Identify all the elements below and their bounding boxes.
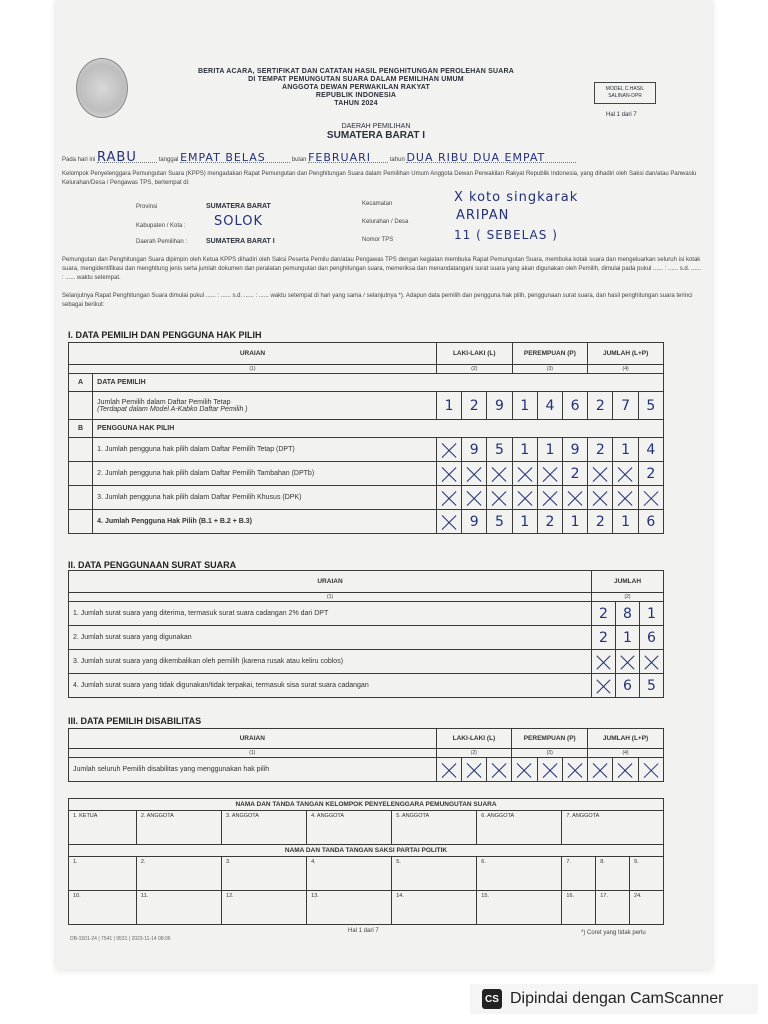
col-header: PEREMPUAN (P) bbox=[512, 729, 588, 749]
row-label: 2. Jumlah pengguna hak pilih dalam Daftar Pemilih Tambahan (DPTb) bbox=[93, 462, 437, 486]
digit-box: 1 bbox=[537, 438, 562, 462]
digit-box: 4 bbox=[537, 392, 562, 420]
signature-cell: 24. bbox=[630, 891, 664, 925]
crossed-box bbox=[588, 462, 613, 486]
digit-box: 6 bbox=[563, 392, 588, 420]
counting-paragraph: Selanjutnya Rapat Penghitungan Suara dimulai pukul ...... : ...... s.d. ...... : ...... waktu setempat di hari yang sama / selanjutnya *). Adapun data pemilih dan pengguna hak pilih, penggunaan surat suara, dan hasil penghitungan suara terinci sebagai berikut: bbox=[62, 293, 693, 308]
signature-cell: 6. ANGGOTA bbox=[477, 811, 562, 845]
footer-page: Hal 1 dari 7 bbox=[348, 928, 379, 934]
voter-data-table bbox=[68, 342, 664, 534]
col-number: (1) bbox=[69, 365, 437, 374]
footer-code: DB-1501-24 | 7541 | 9531 | 2023-11-14 08:06 bbox=[70, 936, 171, 942]
document-page bbox=[56, 0, 712, 970]
digit-box: 1 bbox=[616, 626, 640, 650]
digit-box: 1 bbox=[613, 510, 638, 534]
crossed-box bbox=[563, 486, 588, 510]
provinsi-label: Provinsi bbox=[136, 204, 158, 210]
digit-box: 2 bbox=[462, 392, 487, 420]
signature-cell: 3. bbox=[222, 857, 307, 891]
camscanner-watermark bbox=[470, 984, 758, 1014]
col-number: (2) bbox=[436, 365, 512, 374]
signature-cell: 16. bbox=[562, 891, 596, 925]
digit-box: 1 bbox=[512, 510, 537, 534]
signature-cell: 7. bbox=[562, 857, 596, 891]
kabupaten-value: SOLOK bbox=[214, 214, 264, 229]
digit-box: 1 bbox=[512, 392, 537, 420]
crossed-box bbox=[487, 486, 512, 510]
digit-box: 9 bbox=[487, 392, 512, 420]
col-number: (2) bbox=[436, 749, 512, 758]
signature-cell: 2. ANGGOTA bbox=[136, 811, 221, 845]
digit-box: 2 bbox=[638, 462, 663, 486]
row-title: DATA PEMILIH bbox=[93, 374, 664, 392]
ballot-usage-table bbox=[68, 570, 664, 698]
crossed-box bbox=[537, 758, 562, 782]
row-label: 2. Jumlah surat suara yang digunakan bbox=[69, 626, 592, 650]
crossed-box bbox=[537, 462, 562, 486]
signature-cell: 17. bbox=[596, 891, 630, 925]
signature-cell: 13. bbox=[307, 891, 392, 925]
digit-box: 1 bbox=[613, 438, 638, 462]
kelurahan-label: Kelurahan / Desa bbox=[362, 219, 409, 225]
daerah-pemilihan bbox=[306, 122, 446, 140]
digit-box: 2 bbox=[592, 602, 616, 626]
col-number: (3) bbox=[512, 749, 588, 758]
col-header: URAIAN bbox=[69, 729, 437, 749]
table-row bbox=[69, 392, 664, 420]
crossed-box bbox=[461, 758, 486, 782]
table-row bbox=[69, 602, 664, 626]
kecamatan-value: X koto singkarak bbox=[454, 190, 579, 205]
crossed-box bbox=[436, 758, 461, 782]
digit-box: 1 bbox=[512, 438, 537, 462]
table-row bbox=[69, 462, 664, 486]
digit-box: 2 bbox=[592, 626, 616, 650]
digit-box: 7 bbox=[613, 392, 638, 420]
section-title: I. DATA PEMILIH DAN PENGGUNA HAK PILIH bbox=[68, 330, 262, 340]
crossed-box bbox=[616, 650, 640, 674]
tps-value: 11 ( SEBELAS ) bbox=[454, 228, 558, 242]
intro-line bbox=[62, 150, 662, 165]
row-label: 1. Jumlah surat suara yang diterima, termasuk surat suara cadangan 2% dari DPT bbox=[69, 602, 592, 626]
table-row bbox=[69, 626, 664, 650]
month-value: FEBRUARI bbox=[308, 153, 388, 163]
model-box: MODEL C.HASIL SALINAN-DPR bbox=[594, 82, 656, 104]
digit-box: 9 bbox=[563, 438, 588, 462]
crossed-box bbox=[436, 438, 461, 462]
signature-cell: 6. bbox=[477, 857, 562, 891]
row-letter: A bbox=[69, 374, 93, 392]
disability-table bbox=[68, 728, 664, 782]
signature-cell: 14. bbox=[392, 891, 477, 925]
section-title: III. DATA PEMILIH DISABILITAS bbox=[68, 716, 202, 726]
signature-cell: 4. ANGGOTA bbox=[307, 811, 392, 845]
row-label: Jumlah Pemilih dalam Daftar Pemilih Tetap bbox=[97, 398, 231, 406]
crossed-box bbox=[613, 462, 638, 486]
intro-label: bulan bbox=[291, 157, 307, 163]
digit-box: 2 bbox=[537, 510, 562, 534]
digit-box: 2 bbox=[588, 510, 613, 534]
table-row bbox=[69, 758, 664, 782]
signature-cell: 1. bbox=[69, 857, 137, 891]
crossed-box bbox=[592, 674, 616, 698]
crossed-box bbox=[638, 486, 663, 510]
digit-box: 2 bbox=[588, 438, 613, 462]
col-header: URAIAN bbox=[69, 343, 437, 365]
crossed-box bbox=[487, 462, 512, 486]
signature-cell: 5. ANGGOTA bbox=[392, 811, 477, 845]
col-number: (2) bbox=[592, 593, 664, 602]
year-value: DUA RIBU DUA EMPAT bbox=[406, 153, 576, 163]
crossed-box bbox=[512, 758, 537, 782]
digit-box: 6 bbox=[640, 626, 664, 650]
provinsi-value: SUMATERA BARAT bbox=[206, 203, 271, 210]
row-label: Jumlah seluruh Pemilih disabilitas yang menggunakan hak pilih bbox=[69, 758, 437, 782]
table-row bbox=[69, 510, 664, 534]
crossed-box bbox=[436, 510, 461, 534]
table-row bbox=[69, 486, 664, 510]
digit-box: 6 bbox=[638, 510, 663, 534]
intro-label: tahun bbox=[389, 157, 405, 163]
header-line: TAHUN 2024 bbox=[334, 100, 378, 107]
digit-box: 2 bbox=[588, 392, 613, 420]
crossed-box bbox=[436, 462, 461, 486]
saksi-title: NAMA DAN TANDA TANGAN SAKSI PARTAI POLITIK bbox=[69, 845, 664, 857]
col-number: (4) bbox=[588, 749, 664, 758]
signature-table bbox=[68, 798, 664, 925]
daerah-value: SUMATERA BARAT I bbox=[206, 238, 275, 245]
table-row bbox=[69, 438, 664, 462]
crossed-box bbox=[613, 758, 638, 782]
col-number: (1) bbox=[69, 593, 592, 602]
crossed-box bbox=[613, 486, 638, 510]
crossed-box bbox=[487, 758, 512, 782]
digit-box: 1 bbox=[436, 392, 461, 420]
table-row bbox=[69, 674, 664, 698]
digit-box: 5 bbox=[487, 438, 512, 462]
daerah-label: Daerah Pemilihan : bbox=[136, 239, 188, 245]
signature-cell: 8. bbox=[596, 857, 630, 891]
crossed-box bbox=[537, 486, 562, 510]
digit-box: 8 bbox=[616, 602, 640, 626]
col-header: URAIAN bbox=[69, 571, 592, 593]
col-header: LAKI-LAKI (L) bbox=[436, 729, 512, 749]
kpps-title: NAMA DAN TANDA TANGAN KELOMPOK PENYELENGGARA PEMUNGUTAN SUARA bbox=[69, 799, 664, 811]
signature-cell: 15. bbox=[477, 891, 562, 925]
digit-box: 4 bbox=[638, 438, 663, 462]
header-line: ANGGOTA DEWAN PERWAKILAN RAKYAT bbox=[281, 84, 431, 91]
dp-value: SUMATERA BARAT I bbox=[326, 130, 426, 141]
signature-cell: 11. bbox=[136, 891, 221, 925]
digit-box: 1 bbox=[563, 510, 588, 534]
row-label: 1. Jumlah pengguna hak pilih dalam Daftar Pemilih Tetap (DPT) bbox=[93, 438, 437, 462]
crossed-box bbox=[592, 650, 616, 674]
signature-cell: 5. bbox=[392, 857, 477, 891]
crossed-box bbox=[436, 486, 461, 510]
camscanner-icon: CS bbox=[482, 989, 502, 1009]
col-number: (1) bbox=[69, 749, 437, 758]
header-line: DI TEMPAT PEMUNGUTAN SUARA DALAM PEMILIHAN UMUM bbox=[248, 76, 464, 83]
emblem-logo bbox=[76, 58, 128, 118]
day-value: RABU bbox=[97, 153, 157, 163]
row-label: 3. Jumlah surat suara yang dikembalikan oleh pemilih (karena rusak atau keliru coblos) bbox=[69, 650, 592, 674]
digit-box: 9 bbox=[462, 510, 487, 534]
crossed-box bbox=[512, 462, 537, 486]
col-header: JUMLAH bbox=[592, 571, 664, 593]
digit-box: 2 bbox=[563, 462, 588, 486]
col-number: (3) bbox=[512, 365, 588, 374]
row-label: 4. Jumlah surat suara yang tidak digunakan/tidak terpakai, termasuk sisa surat suara cadangan bbox=[69, 674, 592, 698]
digit-box: 5 bbox=[487, 510, 512, 534]
crossed-box bbox=[562, 758, 587, 782]
crossed-box bbox=[512, 486, 537, 510]
signature-cell: 10. bbox=[69, 891, 137, 925]
crossed-box bbox=[638, 758, 663, 782]
intro-label: tanggal bbox=[158, 157, 179, 163]
footer-note: *) Coret yang tidak perlu bbox=[581, 930, 646, 936]
header-line: REPUBLIK INDONESIA bbox=[315, 92, 397, 99]
row-letter: B bbox=[69, 420, 93, 438]
header-line: BERITA ACARA, SERTIFIKAT DAN CATATAN HASIL PENGHITUNGAN PEROLEHAN SUARA bbox=[197, 68, 515, 75]
col-header: PEREMPUAN (P) bbox=[512, 343, 588, 365]
table-row bbox=[69, 650, 664, 674]
signature-cell: 4. bbox=[307, 857, 392, 891]
procedure-paragraph: Pemungutan dan Penghitungan Suara dipimpin oleh Ketua KPPS dihadiri oleh Saksi Peserta Pemilu dan/atau Pengawas TPS dengan kegiatan membuka Rapat Pemungutan Suara, membuka kotak suara dan mengeluarkan seluruh isi kotak suara, mengidentifikasi dan menghitung jenis serta jumlah dokumen dan peralatan pemungutan dan penghitungan suara, memeriksa dan menandatangani surat suara yang akan digunakan oleh Pemilih, dimulai pada pukul ...... : ...... s.d. ...... : ...... waktu setempat. bbox=[62, 257, 702, 281]
document-header bbox=[166, 68, 546, 108]
row-label: 3. Jumlah pengguna hak pilih dalam Daftar Pemilih Khusus (DPK) bbox=[93, 486, 437, 510]
kelurahan-value: ARIPAN bbox=[456, 208, 510, 223]
intro-label: Pada hari ini bbox=[62, 157, 96, 163]
crossed-box bbox=[588, 486, 613, 510]
kecamatan-label: Kecamatan bbox=[362, 201, 393, 207]
row-label: 4. Jumlah Pengguna Hak Pilih (B.1 + B.2 + B.3) bbox=[93, 510, 437, 534]
page-indicator: Hal 1 dari 7 bbox=[606, 112, 637, 118]
signature-cell: 7. ANGGOTA bbox=[562, 811, 664, 845]
digit-box: 5 bbox=[640, 674, 664, 698]
signature-cell: 9. bbox=[630, 857, 664, 891]
col-header: JUMLAH (L+P) bbox=[588, 343, 664, 365]
kabupaten-label: Kabupaten / Kota : bbox=[136, 223, 186, 229]
crossed-box bbox=[588, 758, 613, 782]
col-header: LAKI-LAKI (L) bbox=[436, 343, 512, 365]
col-number: (4) bbox=[588, 365, 664, 374]
digit-box: 5 bbox=[638, 392, 663, 420]
section-title: II. DATA PENGGUNAAN SURAT SUARA bbox=[68, 560, 237, 570]
row-sublabel: (Terdapat dalam Model A-Kabko Daftar Pemilih ) bbox=[97, 405, 248, 413]
tps-label: Nomor TPS bbox=[362, 237, 394, 243]
intro-paragraph: Kelompok Penyelenggara Pemungutan Suara (KPPS) mengadakan Rapat Pemungutan dan Penghitungan Suara dalam Pemilihan Umum Anggota Dewan Perwakilan Rakyat Republik Indonesia, yang dihadiri oleh Saksi dan/atau Panwaslu Kelurahan/Desa / Pengawas TPS, bertempat di: bbox=[62, 171, 697, 186]
signature-cell: 1. KETUA bbox=[69, 811, 137, 845]
crossed-box bbox=[462, 462, 487, 486]
crossed-box bbox=[462, 486, 487, 510]
signature-cell: 12. bbox=[222, 891, 307, 925]
digit-box: 9 bbox=[462, 438, 487, 462]
signature-cell: 2. bbox=[136, 857, 221, 891]
dp-label: DAERAH PEMILIHAN bbox=[341, 123, 411, 130]
crossed-box bbox=[640, 650, 664, 674]
camscanner-label: Dipindai dengan CamScanner bbox=[510, 990, 724, 1007]
signature-cell: 3. ANGGOTA bbox=[222, 811, 307, 845]
date-value: EMPAT BELAS bbox=[180, 153, 290, 163]
col-header: JUMLAH (L+P) bbox=[588, 729, 664, 749]
digit-box: 6 bbox=[616, 674, 640, 698]
row-title: PENGGUNA HAK PILIH bbox=[93, 420, 664, 438]
digit-box: 1 bbox=[640, 602, 664, 626]
